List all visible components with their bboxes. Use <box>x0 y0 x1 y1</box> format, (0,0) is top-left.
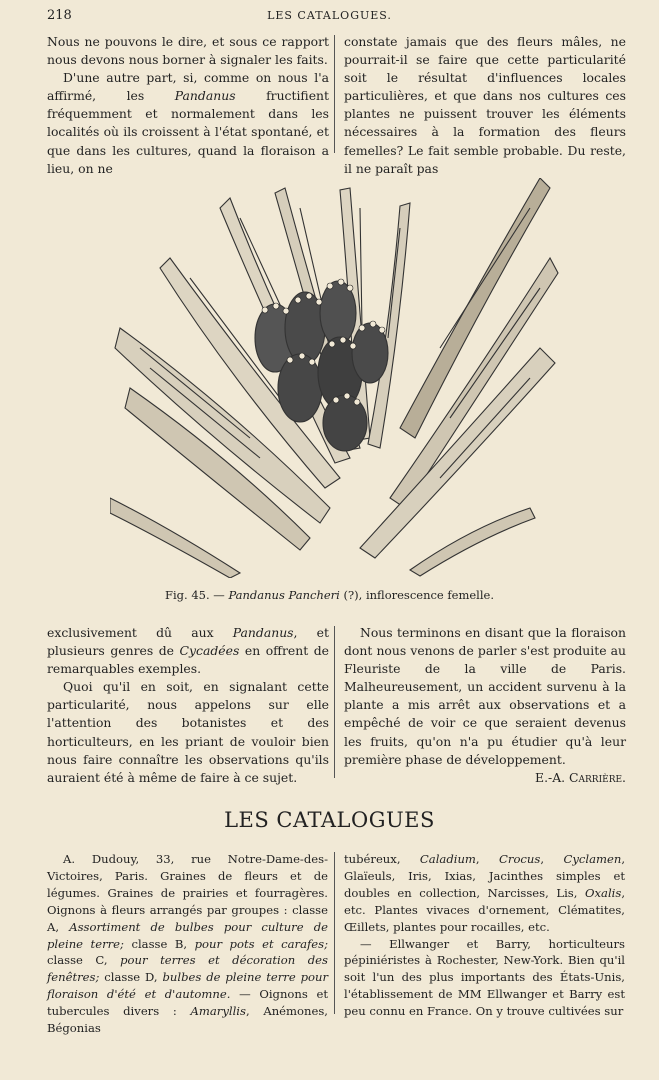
paragraph: Nous ne pouvons le dire, et sous ce rapport nous devons nous borner à signaler les faits. <box>47 34 329 68</box>
top-left-column <box>47 33 329 178</box>
page-number: 218 <box>47 8 72 23</box>
section-heading: LES CATALOGUES <box>224 808 435 832</box>
catalogue-entry: A. Dudouy, 33, rue Notre-Dame-des-Victoires, Paris. Graines de fleurs et de légumes. Graines de prairies et fourragères. Oignons à fleurs arrangés par groupes : classe A, Assortiment de bulbes pour culture de pleine terre; classe B, pour pots et carafes; classe C, pour terres et décoration des fenêtres; classe D, bulbes de pleine terre pour floraison d'été et d'automne. — Oignons et tubercules divers : Amaryllis, Anémones, Bégonias <box>47 852 329 1036</box>
column-divider <box>334 852 335 1014</box>
top-right-column <box>344 33 626 178</box>
column-divider <box>334 35 335 153</box>
paragraph: exclusivement dû aux Pandanus, et plusieurs genres de Cycadées en offrent de remarquables exemples. <box>47 625 329 677</box>
paragraph: constate jamais que des fleurs mâles, ne pourrait-il se faire que cette particularité soit le résultat d'influences locales particulières, et que dans nos cultures ces plantes ne puissent trouver les éléments nécessaires à la formation des fleurs femelles? Le fait semble probable. Du reste, il ne paraît pas <box>344 34 626 176</box>
column-divider <box>334 626 335 778</box>
middle-left-column <box>47 624 329 787</box>
pandanus-illustration <box>110 178 560 578</box>
paragraph: Nous terminons en disant que la floraison dont nous venons de parler s'est produite au Fleuriste de la ville de Paris. Malheureusement, un accident survenu à la plante a mis arrêt aux observations et a empêché de voir ce que seraient devenus les fruits, qu'on n'a pu étudier qu'à leur première phase de développement. <box>344 625 626 767</box>
figure-caption: Fig. 45. — Pandanus Pancheri (?), inflorescence femelle. <box>165 588 494 602</box>
paragraph: Quoi qu'il en soit, en signalant cette particularité, nous appelons sur elle l'attention des botanistes et des horticulteurs, en les priant de vouloir bien nous faire connaître les observations qu'ils auraient été à même de faire à ce sujet. <box>47 679 329 785</box>
paragraph: D'une autre part, si, comme on nous l'a affirmé, les Pandanus fructifient fréquemment et normalement dans les localités où ils croissent à l'état spontané, et que dans les cultures, quand la floraison a lieu, on ne <box>47 70 329 176</box>
middle-right-column <box>344 624 626 787</box>
author-signature: E.-A. Carrière. <box>535 769 626 785</box>
catalogue-entry: — Ellwanger et Barry, horticulteurs pépiniéristes à Rochester, New-York. Bien qu'il soit l'un des plus importants des États-Unis, l'établissement de MM Ellwanger et Barry est peu connu en France. On y trouve cultivées sur <box>344 936 625 1019</box>
bottom-left-column <box>47 851 328 1037</box>
bottom-right-column <box>344 851 625 1020</box>
catalogue-entry: tubéreux, Caladium, Crocus, Cyclamen, Glaïeuls, Iris, Ixias, Jacinthes simples et doubles en collection, Narcisses, Lis, Oxalis, etc. Plantes vivaces d'ornement, Clématites, Œillets, plantes pour rocailles, etc. <box>344 852 625 934</box>
running-head: LES CATALOGUES. <box>267 9 392 22</box>
